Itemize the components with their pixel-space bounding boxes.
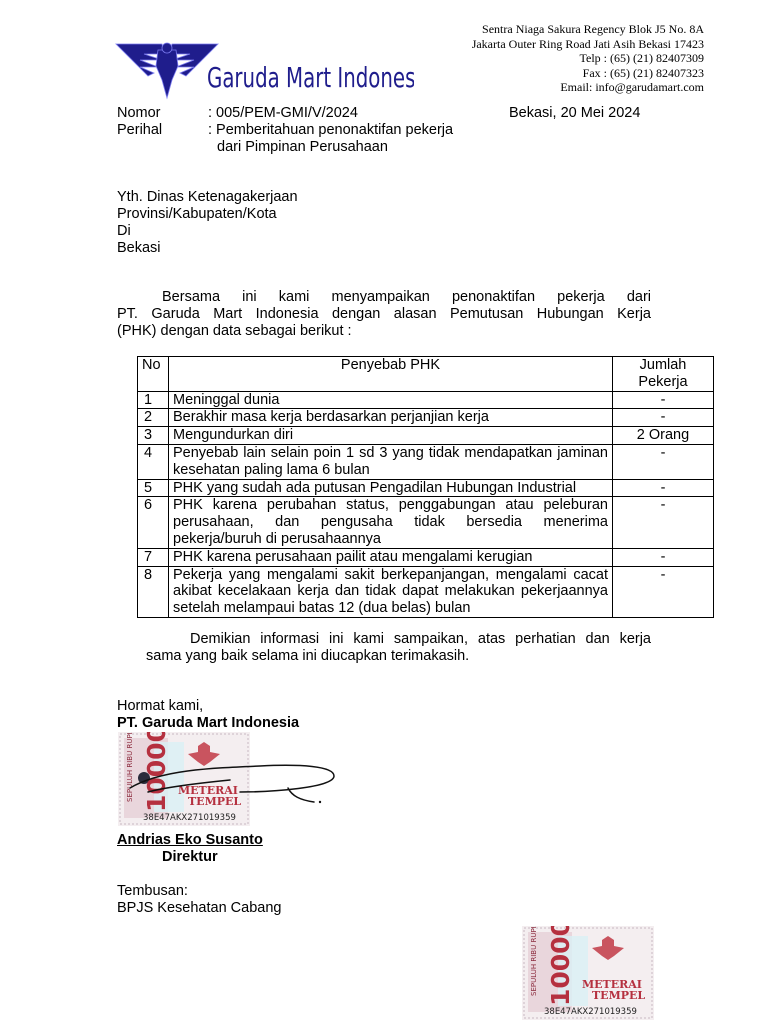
row-count: - xyxy=(613,409,714,427)
row-cause: PHK karena perusahaan pailit atau mengalami kerugian xyxy=(169,548,613,566)
stamp-label: METERAI xyxy=(178,784,238,797)
table-row xyxy=(138,566,714,617)
col-header-no: No xyxy=(138,357,169,392)
stamp-label: TEMPEL xyxy=(188,795,242,808)
meterai-stamp-icon xyxy=(522,926,654,1020)
cc-label: Tembusan: xyxy=(117,883,188,899)
perihal-value: : Pemberitahuan penonaktifan pekerja xyxy=(208,122,454,138)
recipient-line: Bekasi xyxy=(117,240,161,256)
intro-line: Bersama ini kami menyampaikan penonaktifan pekerja dari xyxy=(162,289,651,305)
table-row xyxy=(138,479,714,497)
row-no: 6 xyxy=(138,497,169,548)
row-count: 2 Orang xyxy=(613,427,714,445)
stamp-value: 10000 xyxy=(142,732,171,812)
signer-title: Direktur xyxy=(162,849,218,865)
address-line: Jakarta Outer Ring Road Jati Asih Bekasi 17423 xyxy=(471,36,704,51)
row-no: 5 xyxy=(138,479,169,497)
nomor-value: : 005/PEM-GMI/V/2024 xyxy=(208,105,358,121)
stamp-serial: 38E47AKX271019359 xyxy=(544,1007,637,1017)
intro-line: PT. Garuda Mart Indonesia dengan alasan Pemutusan Hubungan Kerja xyxy=(117,306,651,322)
svg-text:SEPULUH RIBU RUPIAH: SEPULUH RIBU RUPIAH xyxy=(530,926,538,996)
row-count: - xyxy=(613,479,714,497)
company-address xyxy=(472,22,704,95)
address-line: Sentra Niaga Sakura Regency Blok J5 No. 8A xyxy=(482,22,704,36)
fax-line: Fax : (65) (21) 82407323 xyxy=(582,65,704,80)
place-date: Bekasi, 20 Mei 2024 xyxy=(509,105,641,121)
stamp-label: TEMPEL xyxy=(592,989,646,1002)
col-header-count: Jumlah Pekerja xyxy=(613,357,714,392)
logo-wordmark: Garuda Mart Indonesia xyxy=(207,61,414,94)
stamp-value: 10000 xyxy=(546,926,575,1006)
duty-stamp xyxy=(522,926,654,1020)
handwritten-signature xyxy=(120,752,340,812)
intro-line: (PHK) dengan data sebagai berikut : xyxy=(117,323,352,339)
table-header-row xyxy=(138,357,714,392)
recipient-block xyxy=(117,189,298,257)
phone-line: Telp : (65) (21) 82407309 xyxy=(579,51,704,65)
row-count: - xyxy=(613,548,714,566)
stamp-serial: 38E47AKX271019359 xyxy=(143,813,236,823)
row-cause: Berakhir masa kerja berdasarkan perjanjian kerja xyxy=(169,409,613,427)
table-row xyxy=(138,497,714,548)
row-count: - xyxy=(613,391,714,409)
phk-table xyxy=(137,356,714,618)
garuda-bird-icon xyxy=(114,40,414,102)
table-row xyxy=(138,427,714,445)
row-cause: Meninggal dunia xyxy=(169,391,613,409)
nomor-label: Nomor xyxy=(117,105,161,121)
cc-value: BPJS Kesehatan Cabang xyxy=(117,900,282,916)
row-cause: Mengundurkan diri xyxy=(169,427,613,445)
table-row xyxy=(138,548,714,566)
row-no: 8 xyxy=(138,566,169,617)
recipient-line: Provinsi/Kabupaten/Kota xyxy=(117,206,277,222)
row-count: - xyxy=(613,497,714,548)
table-row xyxy=(138,409,714,427)
row-count: - xyxy=(613,444,714,479)
row-count: - xyxy=(613,566,714,617)
row-cause: Penyebab lain selain poin 1 sd 3 yang tidak mendapatkan jaminan kesehatan paling lama 6 bulan xyxy=(169,444,613,479)
table-row xyxy=(138,391,714,409)
signer-name: Andrias Eko Susanto xyxy=(117,832,263,848)
table-row xyxy=(138,444,714,479)
closing-line: sama yang baik selama ini diucapkan terimakasih. xyxy=(146,648,470,664)
perihal-value-continued: dari Pimpinan Perusahaan xyxy=(217,139,388,155)
closing-line: Demikian informasi ini kami sampaikan, atas perhatian dan kerja xyxy=(190,631,651,647)
email-line: Email: info@garudamart.com xyxy=(560,80,704,94)
row-no: 3 xyxy=(138,427,169,445)
recipient-line: Yth. Dinas Ketenagakerjaan xyxy=(117,189,298,205)
row-no: 7 xyxy=(138,548,169,566)
recipient-line: Di xyxy=(117,223,131,239)
company-logo xyxy=(114,40,414,102)
col-header-cause: Penyebab PHK xyxy=(169,357,613,392)
row-cause: PHK yang sudah ada putusan Pengadilan Hubungan Industrial xyxy=(169,479,613,497)
row-no: 2 xyxy=(138,409,169,427)
regards-text: Hormat kami, xyxy=(117,698,204,714)
row-no: 4 xyxy=(138,444,169,479)
signature-company: PT. Garuda Mart Indonesia xyxy=(117,715,300,731)
row-cause: Pekerja yang mengalami sakit berkepanjangan, mengalami cacat akibat kecelakaan kerja dan tidak dapat melakukan pekerjaannya setelah melampaui batas 12 (dua belas) bulan xyxy=(169,566,613,617)
stamp-label: METERAI xyxy=(582,978,642,991)
svg-text:SEPULUH RIBU RUPIAH: SEPULUH RIBU RUPIAH xyxy=(126,732,134,802)
perihal-label: Perihal xyxy=(117,122,163,138)
row-cause: PHK karena perubahan status, penggabungan atau peleburan perusahaan, dan pengusaha tidak bersedia menerima pekerja/buruh di perusahaannya xyxy=(169,497,613,548)
row-no: 1 xyxy=(138,391,169,409)
